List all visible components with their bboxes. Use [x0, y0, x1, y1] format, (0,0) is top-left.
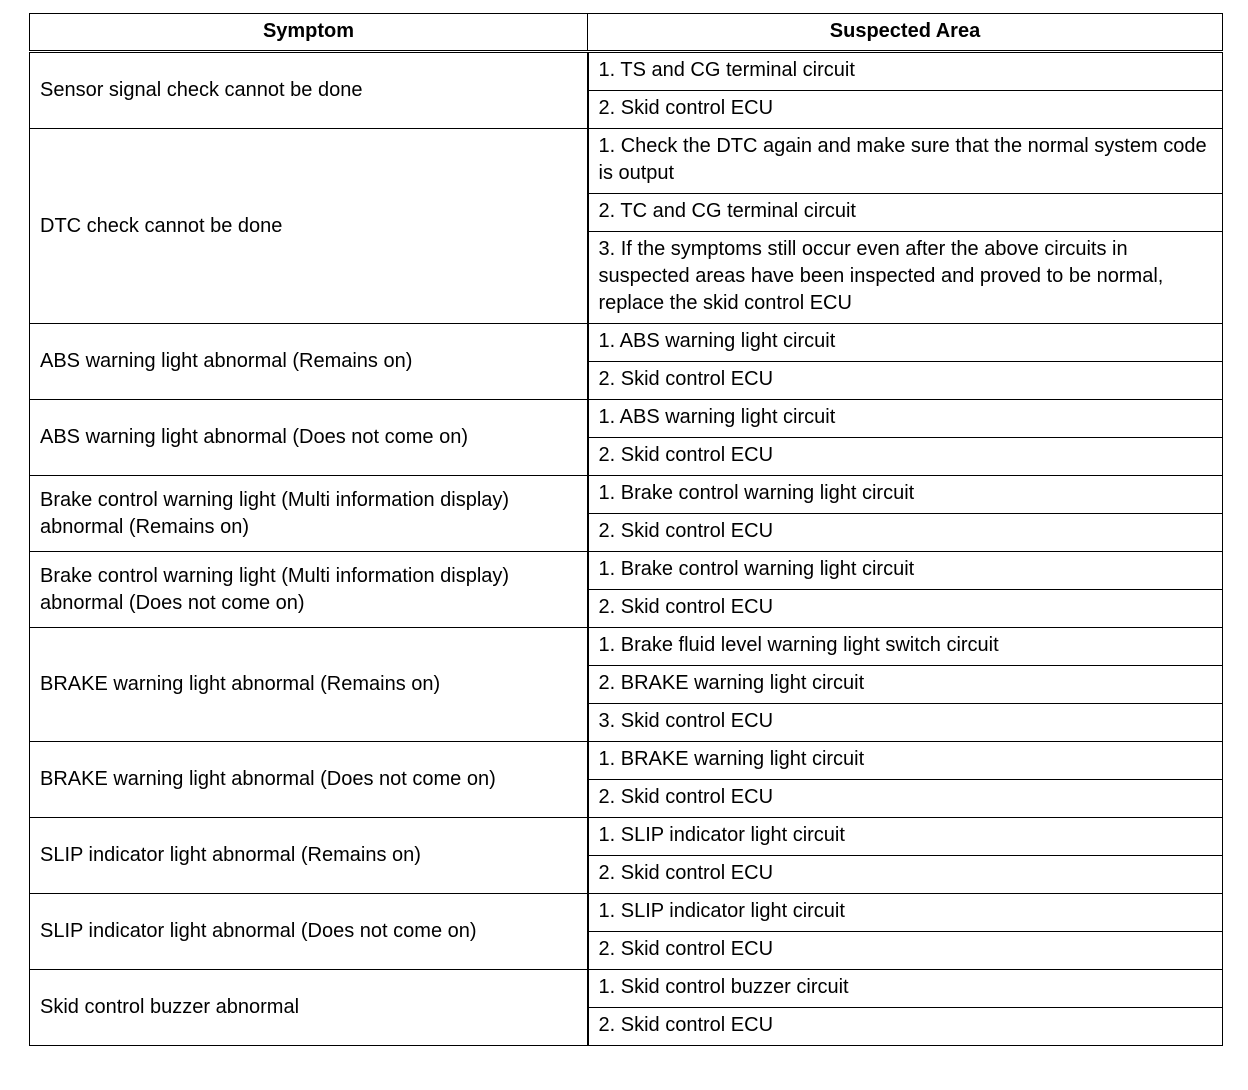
suspected-area-cell: 2. Skid control ECU — [588, 932, 1223, 970]
suspected-area-cell: 1. Skid control buzzer circuit — [588, 970, 1223, 1008]
symptom-cell: Brake control warning light (Multi information display) abnormal (Does not come on) — [30, 552, 588, 628]
table-row — [30, 324, 1223, 362]
symptom-cell: ABS warning light abnormal (Remains on) — [30, 324, 588, 400]
table-row — [30, 476, 1223, 514]
symptom-cell: Brake control warning light (Multi information display) abnormal (Remains on) — [30, 476, 588, 552]
table-row — [30, 970, 1223, 1008]
table-row — [30, 129, 1223, 194]
table-row — [30, 52, 1223, 91]
table-row — [30, 628, 1223, 666]
suspected-area-cell: 1. TS and CG terminal circuit — [588, 52, 1223, 91]
suspected-area-cell: 1. Brake fluid level warning light switch circuit — [588, 628, 1223, 666]
symptom-cell: BRAKE warning light abnormal (Does not come on) — [30, 742, 588, 818]
table-row — [30, 742, 1223, 780]
suspected-area-cell: 1. SLIP indicator light circuit — [588, 818, 1223, 856]
symptom-cell: BRAKE warning light abnormal (Remains on) — [30, 628, 588, 742]
header-suspected-area: Suspected Area — [588, 14, 1223, 52]
symptom-cell: Skid control buzzer abnormal — [30, 970, 588, 1046]
table-row — [30, 552, 1223, 590]
symptom-cell: SLIP indicator light abnormal (Does not come on) — [30, 894, 588, 970]
symptom-cell: Sensor signal check cannot be done — [30, 52, 588, 129]
table-body — [30, 52, 1223, 1046]
suspected-area-cell: 1. BRAKE warning light circuit — [588, 742, 1223, 780]
header-row — [30, 14, 1223, 52]
suspected-area-cell: 1. Brake control warning light circuit — [588, 552, 1223, 590]
suspected-area-cell: 3. If the symptoms still occur even after the above circuits in suspected areas have been inspected and proved to be normal, replace the skid control ECU — [588, 232, 1223, 324]
suspected-area-cell: 2. Skid control ECU — [588, 780, 1223, 818]
suspected-area-cell: 2. BRAKE warning light circuit — [588, 666, 1223, 704]
suspected-area-cell: 2. Skid control ECU — [588, 1008, 1223, 1046]
header-symptom: Symptom — [30, 14, 588, 52]
suspected-area-cell: 2. Skid control ECU — [588, 91, 1223, 129]
symptom-cell: SLIP indicator light abnormal (Remains on) — [30, 818, 588, 894]
suspected-area-cell: 1. ABS warning light circuit — [588, 324, 1223, 362]
table-row — [30, 818, 1223, 856]
suspected-area-cell: 2. Skid control ECU — [588, 590, 1223, 628]
suspected-area-cell: 2. Skid control ECU — [588, 514, 1223, 552]
suspected-area-cell: 2. Skid control ECU — [588, 438, 1223, 476]
suspected-area-cell: 2. TC and CG terminal circuit — [588, 194, 1223, 232]
suspected-area-cell: 3. Skid control ECU — [588, 704, 1223, 742]
suspected-area-cell: 1. ABS warning light circuit — [588, 400, 1223, 438]
suspected-area-cell: 2. Skid control ECU — [588, 362, 1223, 400]
suspected-area-cell: 1. Check the DTC again and make sure that the normal system code is output — [588, 129, 1223, 194]
table-header — [30, 14, 1223, 52]
table-row — [30, 894, 1223, 932]
suspected-area-cell: 1. SLIP indicator light circuit — [588, 894, 1223, 932]
table-row — [30, 400, 1223, 438]
symptom-cell: ABS warning light abnormal (Does not come on) — [30, 400, 588, 476]
symptom-table — [29, 13, 1223, 1046]
symptom-cell: DTC check cannot be done — [30, 129, 588, 324]
suspected-area-cell: 2. Skid control ECU — [588, 856, 1223, 894]
suspected-area-cell: 1. Brake control warning light circuit — [588, 476, 1223, 514]
